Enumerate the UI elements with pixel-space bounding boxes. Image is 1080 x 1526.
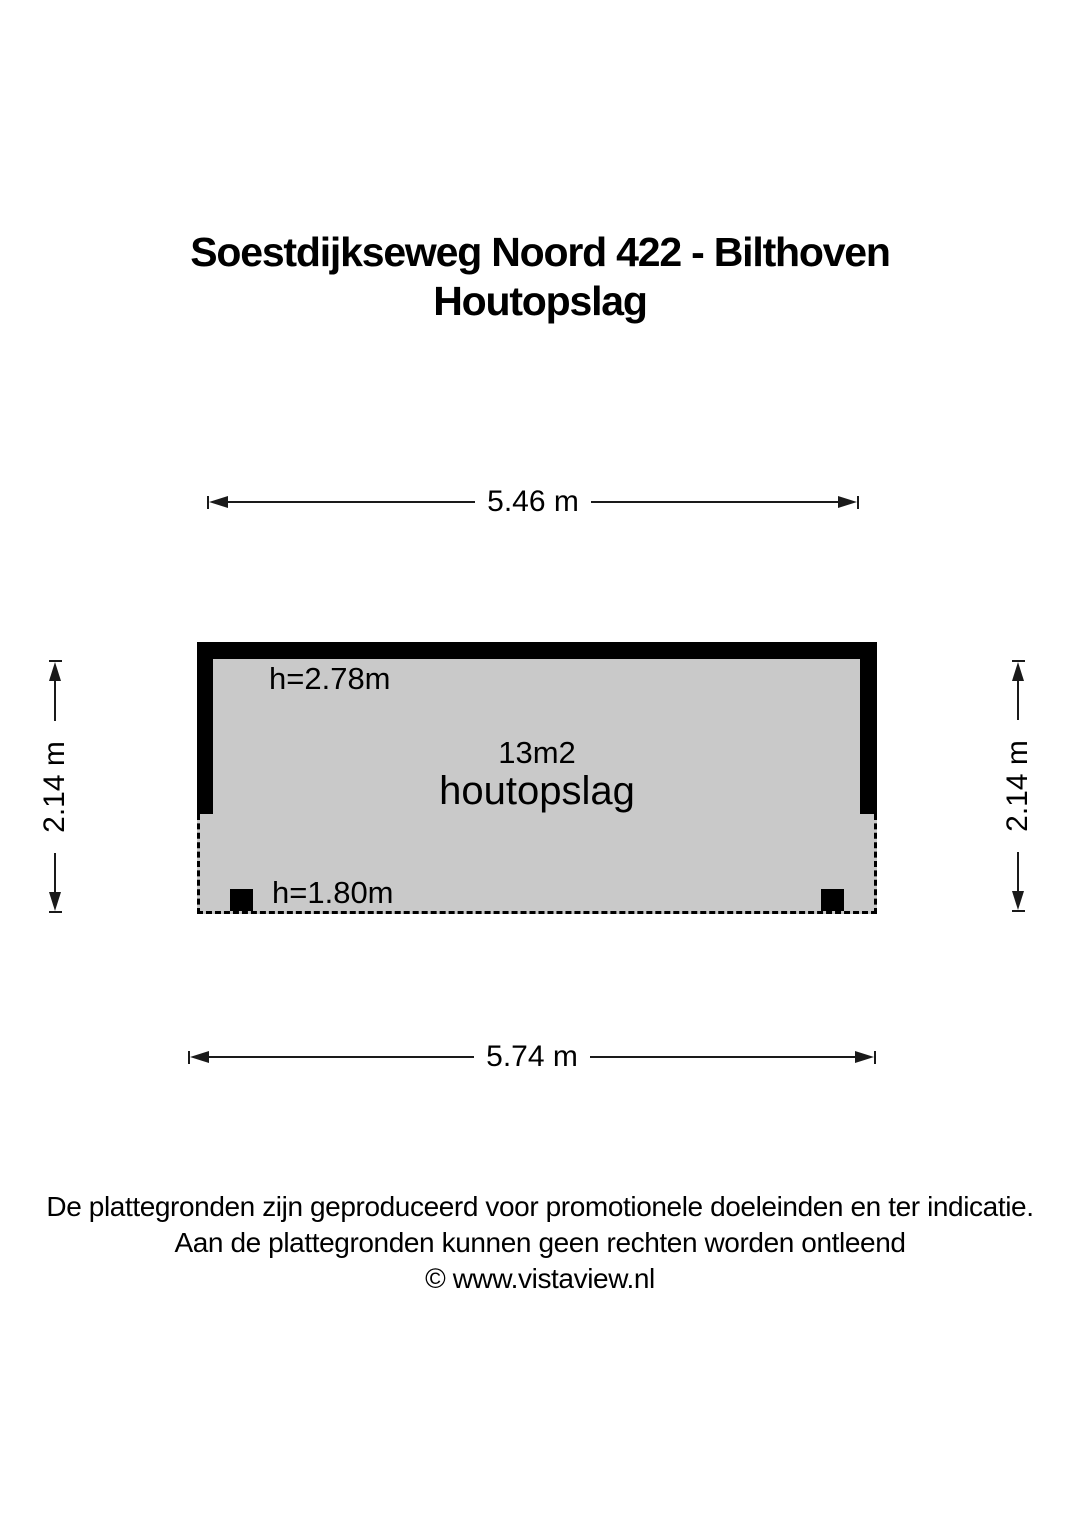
room-name-label: houtopslag <box>439 769 635 813</box>
arrow-down-icon <box>1012 891 1024 910</box>
dimension-top-width <box>207 485 859 518</box>
dimension-line <box>209 1056 474 1058</box>
post-left <box>230 889 253 911</box>
open-side-bottom-dashed <box>197 911 877 914</box>
room-center-label <box>197 736 877 813</box>
dimension-end-cap <box>857 496 859 509</box>
edge-height-label: h=1.80m <box>272 875 394 910</box>
disclaimer-line-3: © www.vistaview.nl <box>425 1263 655 1294</box>
dimension-end-cap <box>49 911 62 913</box>
dimension-line <box>591 501 838 503</box>
page-title <box>0 228 1080 326</box>
arrow-right-icon <box>838 496 857 508</box>
ceiling-height-label: h=2.78m <box>269 661 391 696</box>
dimension-end-cap <box>1012 910 1025 912</box>
dimension-line <box>1017 681 1019 720</box>
dimension-right-height-label: 2.14 m <box>1001 740 1034 832</box>
room-houtopslag <box>197 642 877 914</box>
disclaimer <box>0 1189 1080 1297</box>
dimension-bottom-width <box>188 1040 876 1073</box>
arrow-right-icon <box>855 1051 874 1063</box>
dimension-bottom-width-label: 5.74 m <box>486 1040 578 1073</box>
dimension-line <box>1017 852 1019 891</box>
dimension-line <box>54 853 56 893</box>
dimension-left-height-label: 2.14 m <box>38 740 71 833</box>
arrow-left-icon <box>209 496 228 508</box>
dimension-right-height <box>996 660 1040 912</box>
open-side-right-dashed <box>874 814 877 914</box>
post-right <box>821 889 844 911</box>
disclaimer-line-1: De plattegronden zijn geproduceerd voor promotionele doeleinden en ter indicatie. <box>46 1191 1034 1222</box>
arrow-up-icon <box>1012 662 1024 681</box>
arrow-down-icon <box>49 892 61 911</box>
title-subtitle: Houtopslag <box>433 278 647 324</box>
dimension-line <box>590 1056 855 1058</box>
arrow-up-icon <box>49 662 61 681</box>
dimension-line <box>228 501 475 503</box>
dimension-end-cap <box>874 1051 876 1064</box>
arrow-left-icon <box>190 1051 209 1063</box>
dimension-line <box>54 681 56 721</box>
room-area-label: 13m2 <box>498 735 576 770</box>
dimension-top-width-label: 5.46 m <box>487 485 579 518</box>
title-address: Soestdijkseweg Noord 422 - Bilthoven <box>190 229 890 275</box>
wall-top <box>197 642 877 659</box>
dimension-left-height <box>33 660 77 913</box>
disclaimer-line-2: Aan de plattegronden kunnen geen rechten worden ontleend <box>174 1227 906 1258</box>
open-side-left-dashed <box>197 814 200 914</box>
